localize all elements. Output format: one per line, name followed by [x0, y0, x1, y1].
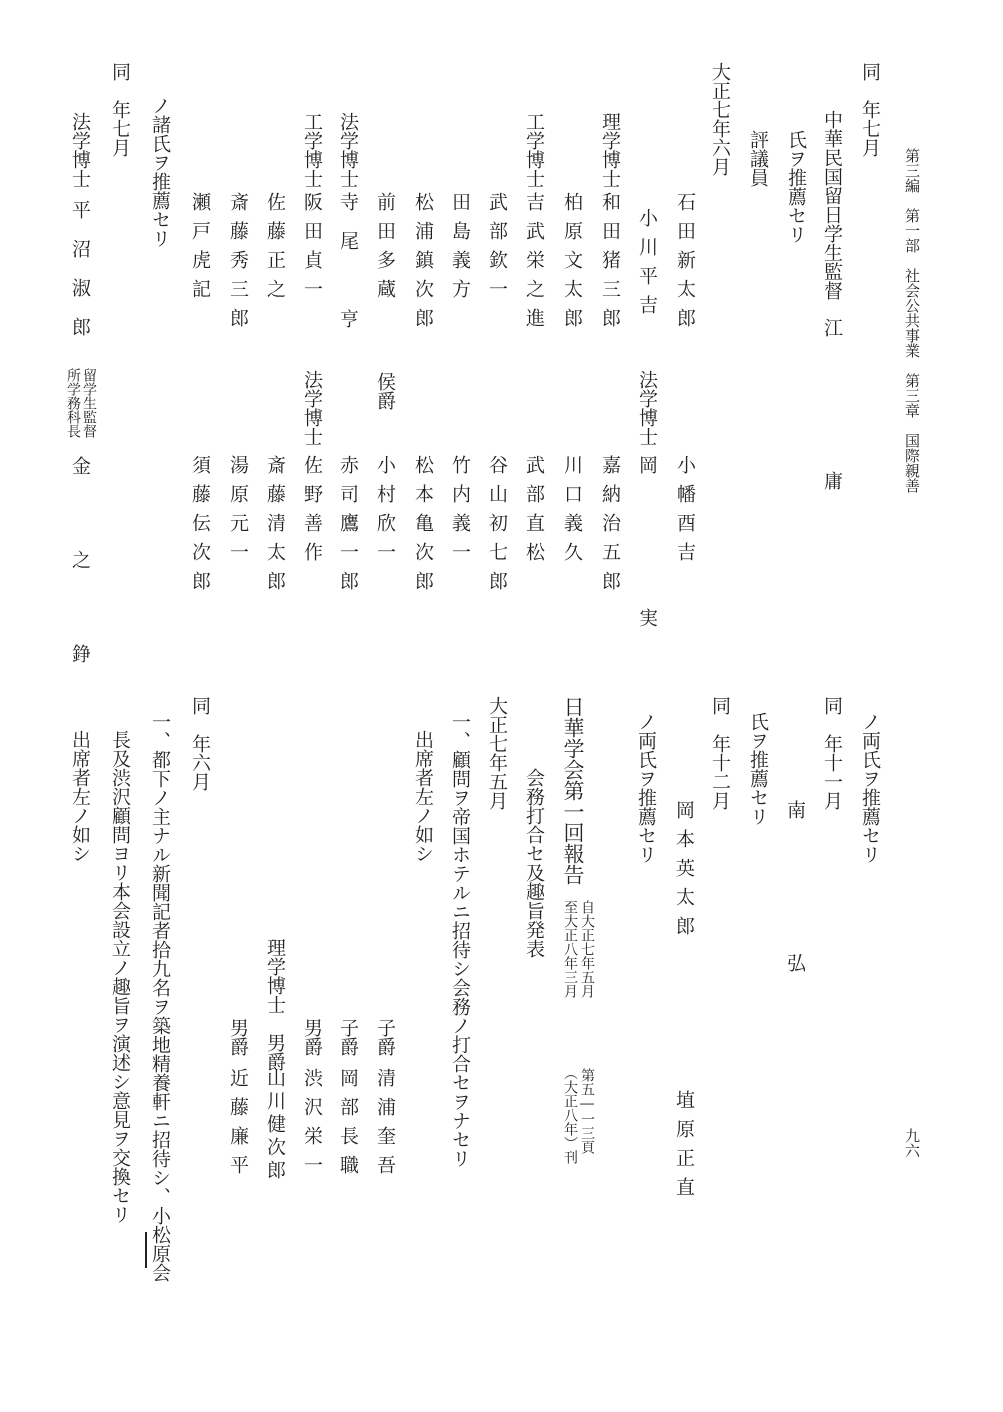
date-line: 同 年十一月 — [821, 696, 843, 810]
person-name: 竹内義一 — [449, 455, 471, 571]
title-label: 子爵 — [374, 1018, 396, 1056]
person-name: 嘉納治五郎 — [599, 455, 621, 600]
person-name: 金 之 錚 — [69, 456, 91, 691]
title-line: 中華民国留日学生監督 — [821, 110, 843, 300]
person-name: 松本亀次郎 — [412, 455, 434, 600]
text-line: 氏ヲ推薦セリ — [747, 712, 769, 826]
person-name: 赤司鷹一郎 — [337, 455, 359, 600]
date-line: 大正七年六月 — [709, 62, 731, 176]
text-line: ノ両氏ヲ推薦セリ — [635, 712, 657, 864]
date-line: 同 年六月 — [189, 696, 211, 791]
title-label: 工学博士 — [523, 112, 545, 188]
person-name: 渋沢栄一 — [301, 1068, 323, 1184]
person-name: 吉武栄之進 — [523, 192, 545, 337]
person-name: 谷山初七郎 — [486, 455, 508, 600]
person-name: 田島義方 — [449, 192, 471, 308]
section-heading: 会務打合セ及趣旨発表 — [523, 768, 545, 958]
person-name: 川口義久 — [561, 455, 583, 571]
paragraph-line: 一、顧問ヲ帝国ホテルニ招待シ会務ノ打合セヲナセリ — [449, 712, 471, 1168]
paragraph-line: 長及渋沢顧問ヨリ本会設立ノ趣旨ヲ演述シ意見ヲ交換セリ — [109, 730, 131, 1224]
title-label: 工学博士 — [301, 112, 323, 188]
person-name: 武部欽一 — [486, 192, 508, 308]
person-name: 須藤伝次郎 — [189, 455, 211, 600]
person-name: 石田新太郎 — [674, 192, 696, 337]
person-name: 山川健次郎 — [264, 1068, 286, 1183]
person-name: 清浦奎吾 — [374, 1068, 396, 1184]
report-pages: 第五―一三頁 — [579, 1068, 595, 1154]
paragraph-line: 出席者左ノ如シ — [412, 730, 434, 863]
person-name: 武部直松 — [523, 455, 545, 571]
title-label: 理学博士 男爵 — [264, 938, 286, 1071]
person-name: 近藤廉平 — [227, 1068, 249, 1184]
person-name: 岡本英太郎 — [673, 800, 695, 945]
person-name: 柏原文太郎 — [561, 192, 583, 337]
title-label: 法学博士 — [301, 370, 323, 446]
title-label: 子爵 — [337, 1018, 359, 1056]
person-name: 佐野善作 — [301, 455, 323, 571]
text-line: 評議員 — [747, 130, 769, 187]
report-title: 日華学会第一回報告 — [561, 696, 585, 885]
person-name: 瀬戸虎記 — [189, 192, 211, 308]
report-range: 自大正七年五月 — [579, 900, 595, 998]
title-label: 男爵 — [301, 1018, 323, 1056]
paragraph-line: 一、都下ノ主ナル新聞記者拾九名ヲ築地精養軒ニ招待シ、小松原会 — [149, 712, 171, 1282]
date-line: 同 年十二月 — [709, 696, 731, 810]
title-label: 男爵 — [227, 1018, 249, 1056]
proofreading-mark — [145, 1232, 147, 1268]
page-number: 九六 — [903, 1128, 921, 1158]
title-label: 法学博士 — [636, 370, 658, 446]
person-name: 湯原元一 — [227, 455, 249, 571]
report-pages: （大正八年）刊 — [562, 1066, 578, 1164]
text-line: ノ両氏ヲ推薦セリ — [859, 712, 881, 864]
person-name: 松浦鎮次郎 — [412, 192, 434, 337]
person-name: 平沼淑郎 — [69, 200, 91, 356]
text-line: 氏ヲ推薦セリ — [785, 130, 807, 244]
person-name: 小川平吉 — [636, 208, 658, 324]
date-line: 同 年七月 — [859, 62, 881, 157]
person-name: 岡部長職 — [337, 1068, 359, 1184]
running-head: 第三編 第一部 社会公共事業 第三章 国際親善 — [903, 148, 921, 493]
person-name: 斎藤清太郎 — [264, 455, 286, 600]
person-name: 江 庸 — [821, 318, 843, 522]
title-label: 侯爵 — [374, 372, 396, 410]
person-name: 岡 実 — [636, 455, 658, 659]
person-name: 寺尾 亨 — [337, 192, 359, 348]
title-label: 法学博士 — [69, 112, 91, 188]
person-name: 斎藤秀三郎 — [227, 192, 249, 337]
title-label: 留学生監督 — [81, 368, 97, 438]
person-name: 埴原正直 — [673, 1090, 695, 1206]
date-line: 同 年七月 — [109, 62, 131, 157]
person-name: 佐藤正之 — [264, 192, 286, 308]
person-name: 小幡酉吉 — [674, 455, 696, 571]
report-range: 至大正八年三月 — [562, 900, 578, 998]
person-name: 小村欣一 — [374, 455, 396, 571]
person-name: 前田多蔵 — [374, 192, 396, 308]
title-label: 理学博士 — [599, 112, 621, 188]
paragraph-line: 出席者左ノ如シ — [69, 730, 91, 863]
date-line: 大正七年五月 — [486, 696, 508, 810]
text-line: ノ諸氏ヲ推薦セリ — [149, 96, 171, 248]
title-label: 所学務科長 — [65, 368, 81, 438]
person-name: 和田猪三郎 — [599, 192, 621, 337]
person-name: 南 弘 — [784, 800, 806, 1004]
person-name: 阪田貞一 — [301, 192, 323, 308]
title-label: 法学博士 — [337, 112, 359, 188]
